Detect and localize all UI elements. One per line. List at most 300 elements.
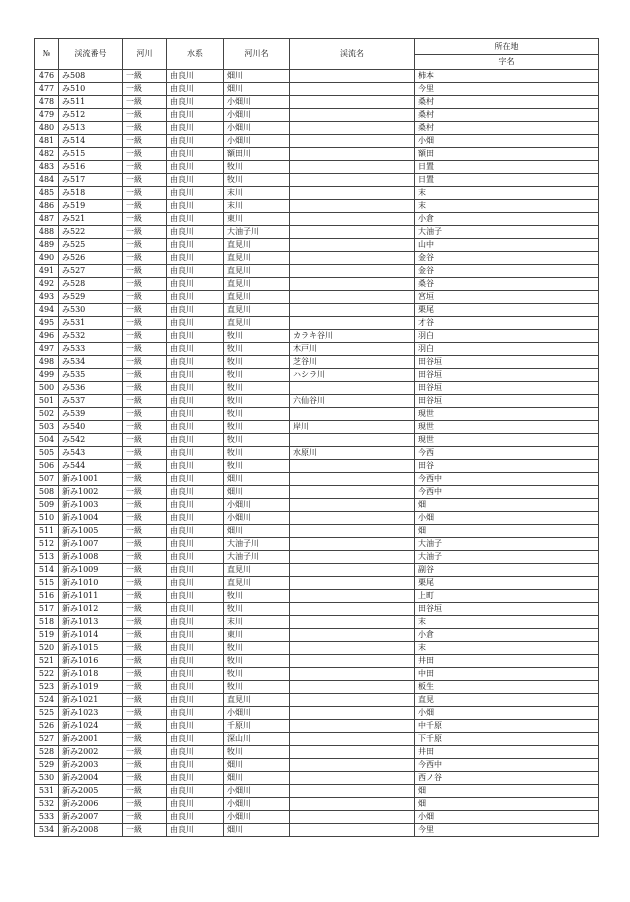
cell-river-class: 一級 <box>123 720 167 733</box>
cell-aza: 山中 <box>415 239 599 252</box>
cell-no: 524 <box>35 694 59 707</box>
cell-stream-name <box>290 564 415 577</box>
cell-stream-number: み531 <box>59 317 123 330</box>
cell-aza: 小畑 <box>415 811 599 824</box>
cell-river-class: 一級 <box>123 278 167 291</box>
cell-no: 533 <box>35 811 59 824</box>
cell-stream-number: 新み2005 <box>59 785 123 798</box>
cell-stream-number: 新み1015 <box>59 642 123 655</box>
cell-river-class: 一級 <box>123 122 167 135</box>
cell-river-class: 一級 <box>123 733 167 746</box>
cell-aza: 日置 <box>415 174 599 187</box>
cell-stream-number: み540 <box>59 421 123 434</box>
cell-river-name: 牧川 <box>224 668 290 681</box>
cell-aza: 下千原 <box>415 733 599 746</box>
cell-stream-name <box>290 382 415 395</box>
cell-river-name: 大油子川 <box>224 226 290 239</box>
cell-no: 518 <box>35 616 59 629</box>
cell-river-class: 一級 <box>123 694 167 707</box>
cell-stream-name <box>290 460 415 473</box>
cell-river-class: 一級 <box>123 135 167 148</box>
cell-river-class: 一級 <box>123 408 167 421</box>
cell-water-system: 由良川 <box>167 343 224 356</box>
cell-no: 509 <box>35 499 59 512</box>
cell-stream-number: 新み1018 <box>59 668 123 681</box>
cell-river-name: 牧川 <box>224 395 290 408</box>
cell-no: 495 <box>35 317 59 330</box>
cell-river-name: 直見川 <box>224 291 290 304</box>
cell-river-class: 一級 <box>123 187 167 200</box>
cell-water-system: 由良川 <box>167 460 224 473</box>
cell-river-name: 牧川 <box>224 161 290 174</box>
table-row <box>35 473 599 486</box>
cell-river-class: 一級 <box>123 486 167 499</box>
cell-stream-name <box>290 577 415 590</box>
cell-stream-name: カラキ谷川 <box>290 330 415 343</box>
cell-water-system: 由良川 <box>167 213 224 226</box>
cell-stream-number: 新み2007 <box>59 811 123 824</box>
cell-stream-name <box>290 525 415 538</box>
cell-stream-name <box>290 135 415 148</box>
cell-aza: 中田 <box>415 668 599 681</box>
cell-aza: 現世 <box>415 421 599 434</box>
header-location: 所在地 <box>415 39 599 55</box>
cell-water-system: 由良川 <box>167 83 224 96</box>
cell-stream-number: 新み1011 <box>59 590 123 603</box>
cell-river-name: 畑川 <box>224 525 290 538</box>
cell-stream-number: み544 <box>59 460 123 473</box>
table-row <box>35 291 599 304</box>
cell-water-system: 由良川 <box>167 330 224 343</box>
cell-stream-name <box>290 720 415 733</box>
header-no: № <box>35 39 59 70</box>
cell-river-name: 牧川 <box>224 681 290 694</box>
cell-river-name: 額田川 <box>224 148 290 161</box>
cell-stream-number: 新み1002 <box>59 486 123 499</box>
table-row <box>35 252 599 265</box>
cell-river-class: 一級 <box>123 824 167 837</box>
cell-no: 519 <box>35 629 59 642</box>
cell-aza: 大油子 <box>415 551 599 564</box>
cell-water-system: 由良川 <box>167 356 224 369</box>
cell-river-name: 大油子川 <box>224 538 290 551</box>
cell-aza: 畑 <box>415 798 599 811</box>
cell-water-system: 由良川 <box>167 382 224 395</box>
cell-no: 494 <box>35 304 59 317</box>
cell-river-name: 直見川 <box>224 577 290 590</box>
table-row <box>35 122 599 135</box>
cell-stream-name <box>290 746 415 759</box>
cell-stream-name <box>290 304 415 317</box>
cell-water-system: 由良川 <box>167 733 224 746</box>
cell-no: 526 <box>35 720 59 733</box>
table-row <box>35 694 599 707</box>
cell-aza: 現世 <box>415 434 599 447</box>
cell-no: 501 <box>35 395 59 408</box>
table-row <box>35 343 599 356</box>
cell-stream-name <box>290 174 415 187</box>
cell-water-system: 由良川 <box>167 551 224 564</box>
cell-no: 488 <box>35 226 59 239</box>
cell-river-name: 牧川 <box>224 421 290 434</box>
cell-river-class: 一級 <box>123 356 167 369</box>
cell-stream-number: 新み1008 <box>59 551 123 564</box>
cell-river-name: 直見川 <box>224 317 290 330</box>
cell-aza: 田谷垣 <box>415 603 599 616</box>
cell-river-class: 一級 <box>123 681 167 694</box>
cell-stream-number: 新み1016 <box>59 655 123 668</box>
cell-river-name: 小畑川 <box>224 135 290 148</box>
cell-water-system: 由良川 <box>167 720 224 733</box>
table-row <box>35 746 599 759</box>
cell-stream-name: 水原川 <box>290 447 415 460</box>
cell-stream-name <box>290 824 415 837</box>
cell-stream-name <box>290 252 415 265</box>
cell-stream-name: 木戸川 <box>290 343 415 356</box>
cell-water-system: 由良川 <box>167 187 224 200</box>
cell-no: 496 <box>35 330 59 343</box>
cell-water-system: 由良川 <box>167 824 224 837</box>
cell-water-system: 由良川 <box>167 200 224 213</box>
table-row <box>35 811 599 824</box>
cell-no: 530 <box>35 772 59 785</box>
table-row <box>35 83 599 96</box>
cell-aza: 金谷 <box>415 265 599 278</box>
cell-stream-number: 新み1021 <box>59 694 123 707</box>
cell-no: 520 <box>35 642 59 655</box>
cell-aza: 末 <box>415 616 599 629</box>
cell-river-class: 一級 <box>123 590 167 603</box>
cell-river-name: 末川 <box>224 187 290 200</box>
cell-river-name: 牧川 <box>224 603 290 616</box>
cell-stream-number: み529 <box>59 291 123 304</box>
cell-stream-name <box>290 408 415 421</box>
cell-stream-number: み532 <box>59 330 123 343</box>
cell-water-system: 由良川 <box>167 70 224 83</box>
cell-stream-name <box>290 681 415 694</box>
cell-aza: 今西中 <box>415 473 599 486</box>
cell-stream-name <box>290 707 415 720</box>
cell-river-name: 末川 <box>224 200 290 213</box>
cell-river-name: 畑川 <box>224 70 290 83</box>
cell-river-class: 一級 <box>123 83 167 96</box>
table-row <box>35 70 599 83</box>
cell-stream-number: み519 <box>59 200 123 213</box>
cell-no: 517 <box>35 603 59 616</box>
cell-stream-number: み543 <box>59 447 123 460</box>
cell-aza: 才谷 <box>415 317 599 330</box>
cell-no: 484 <box>35 174 59 187</box>
cell-river-name: 牧川 <box>224 642 290 655</box>
cell-river-class: 一級 <box>123 525 167 538</box>
cell-river-name: 小畑川 <box>224 109 290 122</box>
cell-river-name: 牧川 <box>224 434 290 447</box>
cell-water-system: 由良川 <box>167 161 224 174</box>
cell-river-class: 一級 <box>123 70 167 83</box>
cell-no: 489 <box>35 239 59 252</box>
cell-aza: 中千原 <box>415 720 599 733</box>
cell-stream-number: み511 <box>59 96 123 109</box>
cell-no: 497 <box>35 343 59 356</box>
cell-river-name: 畑川 <box>224 759 290 772</box>
cell-stream-number: み528 <box>59 278 123 291</box>
cell-water-system: 由良川 <box>167 564 224 577</box>
cell-water-system: 由良川 <box>167 148 224 161</box>
cell-river-class: 一級 <box>123 161 167 174</box>
cell-river-class: 一級 <box>123 174 167 187</box>
cell-water-system: 由良川 <box>167 655 224 668</box>
cell-river-name: 牧川 <box>224 356 290 369</box>
table-row <box>35 395 599 408</box>
cell-aza: 末 <box>415 200 599 213</box>
cell-river-name: 牧川 <box>224 447 290 460</box>
stream-table <box>34 38 599 837</box>
cell-aza: 日置 <box>415 161 599 174</box>
cell-stream-name <box>290 538 415 551</box>
cell-river-name: 牧川 <box>224 343 290 356</box>
cell-river-class: 一級 <box>123 343 167 356</box>
table-row <box>35 798 599 811</box>
cell-water-system: 由良川 <box>167 174 224 187</box>
cell-river-name: 直見川 <box>224 694 290 707</box>
cell-aza: 現世 <box>415 408 599 421</box>
cell-river-class: 一級 <box>123 577 167 590</box>
cell-river-class: 一級 <box>123 252 167 265</box>
cell-stream-name <box>290 512 415 525</box>
table-row <box>35 96 599 109</box>
cell-water-system: 由良川 <box>167 772 224 785</box>
cell-stream-name <box>290 486 415 499</box>
cell-stream-number: 新み1019 <box>59 681 123 694</box>
cell-river-name: 深山川 <box>224 733 290 746</box>
cell-stream-name <box>290 213 415 226</box>
cell-aza: 井田 <box>415 655 599 668</box>
cell-river-class: 一級 <box>123 798 167 811</box>
cell-stream-name <box>290 473 415 486</box>
cell-stream-number: み525 <box>59 239 123 252</box>
cell-aza: 畑 <box>415 499 599 512</box>
cell-stream-number: 新み1013 <box>59 616 123 629</box>
cell-stream-name: 芝谷川 <box>290 356 415 369</box>
table-row <box>35 642 599 655</box>
cell-stream-number: 新み2001 <box>59 733 123 746</box>
table-row <box>35 330 599 343</box>
cell-stream-number: 新み1005 <box>59 525 123 538</box>
cell-no: 487 <box>35 213 59 226</box>
cell-no: 523 <box>35 681 59 694</box>
cell-river-name: 畑川 <box>224 772 290 785</box>
cell-river-class: 一級 <box>123 226 167 239</box>
cell-water-system: 由良川 <box>167 642 224 655</box>
cell-river-name: 末川 <box>224 616 290 629</box>
table-row <box>35 447 599 460</box>
cell-water-system: 由良川 <box>167 291 224 304</box>
cell-river-class: 一級 <box>123 213 167 226</box>
cell-river-class: 一級 <box>123 317 167 330</box>
cell-no: 482 <box>35 148 59 161</box>
cell-stream-name <box>290 785 415 798</box>
header-river-class: 河川 <box>123 39 167 70</box>
cell-no: 507 <box>35 473 59 486</box>
cell-river-class: 一級 <box>123 655 167 668</box>
cell-no: 492 <box>35 278 59 291</box>
cell-aza: 田谷垣 <box>415 382 599 395</box>
table-row <box>35 525 599 538</box>
cell-river-class: 一級 <box>123 499 167 512</box>
cell-aza: 桑谷 <box>415 278 599 291</box>
cell-stream-name <box>290 70 415 83</box>
cell-river-name: 東川 <box>224 213 290 226</box>
cell-water-system: 由良川 <box>167 252 224 265</box>
cell-stream-number: み534 <box>59 356 123 369</box>
table-row <box>35 148 599 161</box>
cell-river-class: 一級 <box>123 551 167 564</box>
cell-aza: 田谷垣 <box>415 369 599 382</box>
cell-river-name: 牧川 <box>224 369 290 382</box>
table-row <box>35 499 599 512</box>
cell-aza: 末 <box>415 642 599 655</box>
cell-aza: 桑村 <box>415 96 599 109</box>
cell-stream-number: 新み1024 <box>59 720 123 733</box>
cell-aza: 田谷 <box>415 460 599 473</box>
cell-aza: 小倉 <box>415 629 599 642</box>
cell-river-class: 一級 <box>123 746 167 759</box>
cell-river-class: 一級 <box>123 473 167 486</box>
cell-stream-name <box>290 148 415 161</box>
cell-water-system: 由良川 <box>167 603 224 616</box>
cell-no: 508 <box>35 486 59 499</box>
cell-stream-name <box>290 109 415 122</box>
cell-no: 515 <box>35 577 59 590</box>
cell-no: 513 <box>35 551 59 564</box>
cell-river-class: 一級 <box>123 200 167 213</box>
cell-no: 490 <box>35 252 59 265</box>
cell-river-name: 牧川 <box>224 746 290 759</box>
cell-aza: 田谷垣 <box>415 356 599 369</box>
cell-no: 502 <box>35 408 59 421</box>
table-row <box>35 824 599 837</box>
cell-river-class: 一級 <box>123 642 167 655</box>
table-row <box>35 759 599 772</box>
cell-aza: 小倉 <box>415 213 599 226</box>
cell-river-class: 一級 <box>123 512 167 525</box>
header-stream-number: 渓流番号 <box>59 39 123 70</box>
cell-water-system: 由良川 <box>167 421 224 434</box>
cell-stream-name <box>290 694 415 707</box>
cell-aza: 井田 <box>415 746 599 759</box>
cell-stream-number: 新み1007 <box>59 538 123 551</box>
cell-stream-number: み518 <box>59 187 123 200</box>
cell-aza: 宮垣 <box>415 291 599 304</box>
cell-no: 522 <box>35 668 59 681</box>
cell-river-name: 牧川 <box>224 408 290 421</box>
cell-aza: 羽白 <box>415 330 599 343</box>
table-row <box>35 161 599 174</box>
cell-water-system: 由良川 <box>167 265 224 278</box>
table-row <box>35 109 599 122</box>
table-row <box>35 681 599 694</box>
cell-aza: 大油子 <box>415 226 599 239</box>
cell-river-class: 一級 <box>123 707 167 720</box>
cell-river-class: 一級 <box>123 616 167 629</box>
cell-aza: 小畑 <box>415 512 599 525</box>
cell-stream-number: み535 <box>59 369 123 382</box>
cell-no: 527 <box>35 733 59 746</box>
table-row <box>35 564 599 577</box>
cell-river-class: 一級 <box>123 629 167 642</box>
cell-stream-name <box>290 278 415 291</box>
table-row <box>35 772 599 785</box>
cell-water-system: 由良川 <box>167 369 224 382</box>
cell-river-class: 一級 <box>123 538 167 551</box>
cell-no: 503 <box>35 421 59 434</box>
cell-no: 531 <box>35 785 59 798</box>
cell-water-system: 由良川 <box>167 681 224 694</box>
cell-water-system: 由良川 <box>167 798 224 811</box>
cell-river-name: 牧川 <box>224 174 290 187</box>
table-row <box>35 174 599 187</box>
cell-water-system: 由良川 <box>167 811 224 824</box>
cell-stream-number: み510 <box>59 83 123 96</box>
cell-aza: 桑村 <box>415 109 599 122</box>
cell-no: 486 <box>35 200 59 213</box>
cell-water-system: 由良川 <box>167 616 224 629</box>
cell-stream-number: 新み1010 <box>59 577 123 590</box>
cell-stream-name <box>290 590 415 603</box>
cell-river-name: 牧川 <box>224 460 290 473</box>
cell-river-class: 一級 <box>123 239 167 252</box>
cell-river-class: 一級 <box>123 148 167 161</box>
cell-water-system: 由良川 <box>167 395 224 408</box>
cell-no: 478 <box>35 96 59 109</box>
cell-stream-name <box>290 291 415 304</box>
table-body <box>35 70 599 837</box>
cell-river-class: 一級 <box>123 291 167 304</box>
header-aza: 字名 <box>415 55 599 70</box>
cell-aza: 末 <box>415 187 599 200</box>
cell-stream-name <box>290 655 415 668</box>
cell-river-name: 畑川 <box>224 824 290 837</box>
cell-aza: 今里 <box>415 83 599 96</box>
cell-no: 504 <box>35 434 59 447</box>
cell-aza: 小畑 <box>415 707 599 720</box>
cell-river-name: 小畑川 <box>224 707 290 720</box>
cell-stream-name <box>290 798 415 811</box>
table-row <box>35 785 599 798</box>
table-row <box>35 629 599 642</box>
cell-river-name: 小畑川 <box>224 798 290 811</box>
cell-river-class: 一級 <box>123 421 167 434</box>
table-row <box>35 603 599 616</box>
cell-river-class: 一級 <box>123 564 167 577</box>
cell-stream-number: み533 <box>59 343 123 356</box>
cell-aza: 上町 <box>415 590 599 603</box>
cell-river-name: 畑川 <box>224 473 290 486</box>
cell-aza: 畑 <box>415 525 599 538</box>
cell-stream-name <box>290 733 415 746</box>
table-row <box>35 616 599 629</box>
cell-river-name: 畑川 <box>224 83 290 96</box>
cell-river-name: 小畑川 <box>224 96 290 109</box>
cell-stream-number: み522 <box>59 226 123 239</box>
cell-stream-number: み539 <box>59 408 123 421</box>
cell-aza: 畑 <box>415 785 599 798</box>
cell-stream-name <box>290 265 415 278</box>
cell-no: 506 <box>35 460 59 473</box>
cell-no: 476 <box>35 70 59 83</box>
table-row <box>35 486 599 499</box>
cell-river-name: 直見川 <box>224 564 290 577</box>
